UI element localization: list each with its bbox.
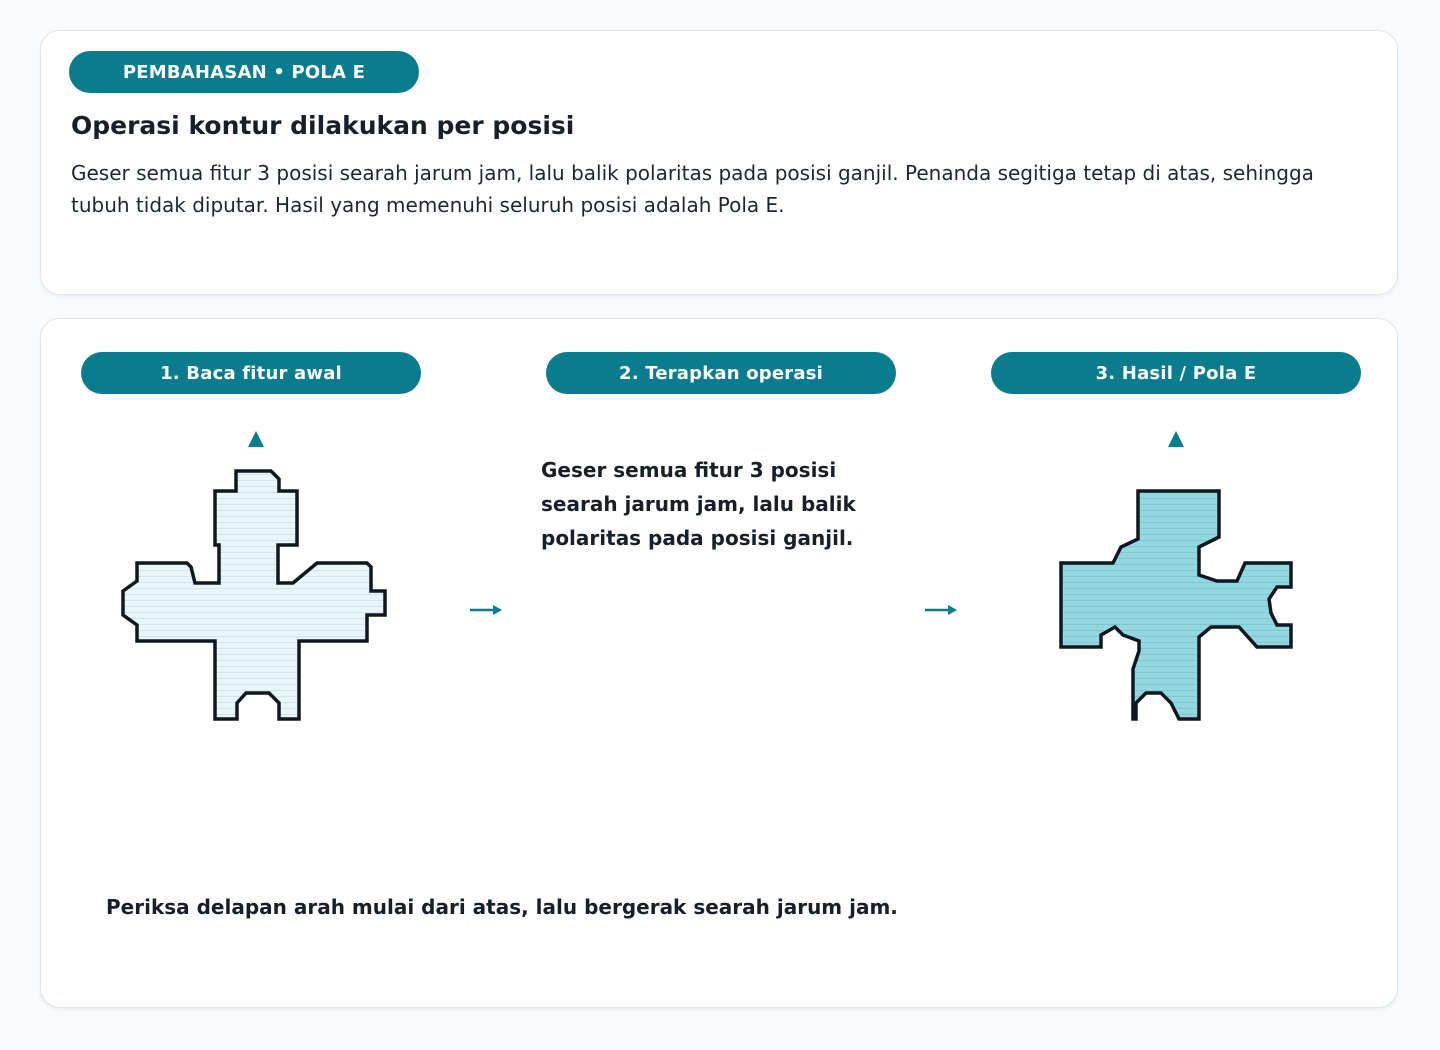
- step-2-pill: 2. Terapkan operasi: [546, 352, 896, 394]
- footer-note: Periksa delapan arah mulai dari atas, lalu bergerak searah jarum jam.: [106, 895, 898, 919]
- explanation-card: [40, 30, 1398, 295]
- step-3-pill: 3. Hasil / Pola E: [991, 352, 1361, 394]
- explanation-description: Geser semua fitur 3 posisi searah jarum jam, lalu balik polaritas pada posisi ganjil. Penanda segitiga tetap di atas, sehingga tubuh tidak diputar. Hasil yang memenuhi seluruh posisi adalah Pola E.: [71, 161, 1314, 217]
- operation-text: Geser semua fitur 3 posisi searah jarum jam, lalu balik polaritas pada posisi ganjil.: [541, 458, 856, 550]
- explanation-title: Operasi kontur dilakukan per posisi: [71, 111, 575, 140]
- step-1-pill: 1. Baca fitur awal: [81, 352, 421, 394]
- initial-orientation-marker-icon: [248, 431, 264, 447]
- arrow-right-icon: [470, 605, 502, 615]
- steps-card: [40, 318, 1398, 1008]
- result-orientation-marker-icon: [1168, 431, 1184, 447]
- arrow-right-icon: [925, 605, 957, 615]
- result-shape: [1061, 491, 1291, 719]
- explanation-badge: PEMBAHASAN • POLA E: [69, 51, 419, 93]
- initial-shape: [123, 471, 385, 719]
